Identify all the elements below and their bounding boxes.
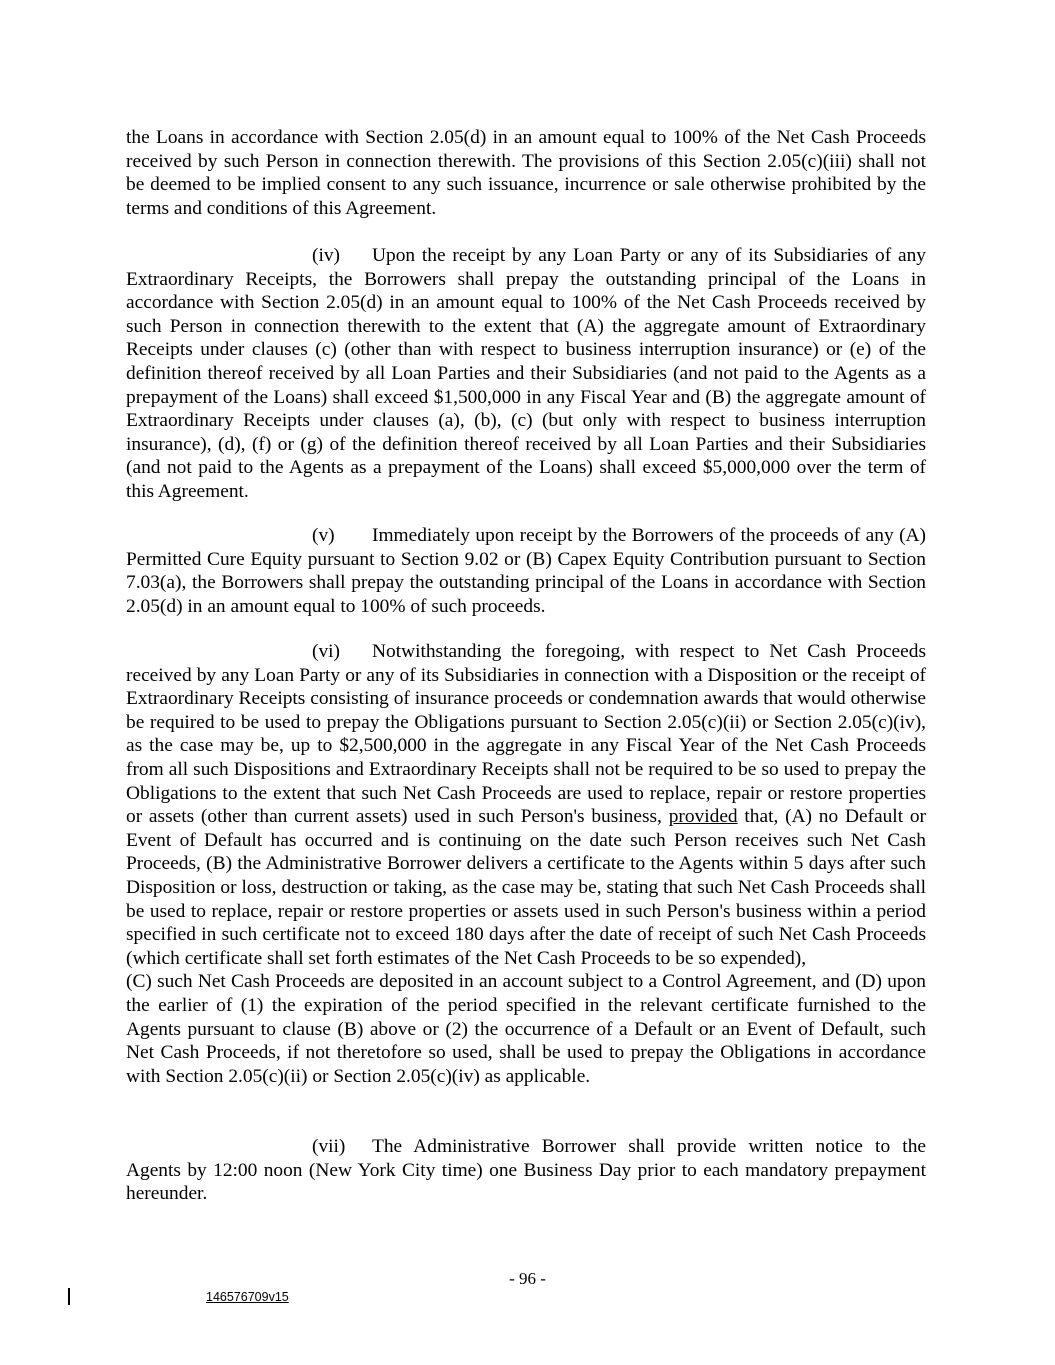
clause-text-continued: (C) such Net Cash Proceeds are deposited in an account subject to a Control Agreement, and (D) upon the earlier of (1) the expiration of the period specified in the relevant certificate furnished to the Agents pursuant to clause (B) above or (2) the occurrence of a Default or an Event of Default, such Net Cash Proceeds, if not theretofore so used, shall be used to prepay the Obligations in accordance with Section 2.05(c)(ii) or Section 2.05(c)(iv) as applicable.: [126, 971, 926, 1087]
clause-v: [126, 524, 926, 618]
clause-vii: [126, 1135, 926, 1206]
clause-number: (v): [312, 525, 335, 546]
page-number: - 96 -: [509, 1269, 546, 1288]
clause-text-after: that, (A) no Default or Event of Default has occurred and is continuing on the date such Person receives such Net Cash Proceeds, (B) the Administrative Borrower delivers a certificate to the Agents within 5 days after such Disposition or loss, destruction or taking, as the case may be, stating that such Net Cash Proceeds shall be used to replace, repair or restore properties or assets used in such Person's business within a period specified in such certificate not to exceed 180 days after the date of receipt of such Net Cash Proceeds (which certificate shall set forth estimates of the Net Cash Proceeds to be so expended),: [126, 806, 927, 969]
clause-text: Upon the receipt by any Loan Party or any of its Subsidiaries of any Extraordinary Receipts, the Borrowers shall prepay the outstanding principal of the Loans in accordance with Section 2.05(d) in an amount equal to 100% of the Net Cash Proceeds received by such Person in connection therewith to the extent that (A) the aggregate amount of Extraordinary Receipts under clauses (c) (other than with respect to business interruption insurance) or (e) of the definition thereof received by all Loan Parties and their Subsidiaries (and not paid to the Agents as a prepayment of the Loans) shall exceed $1,500,000 in any Fiscal Year and (B) the aggregate amount of Extraordinary Receipts under clauses (a), (b), (c) (but only with respect to business interruption insurance), (d), (f) or (g) of the definition thereof received by all Loan Parties and their Subsidiaries (and not paid to the Agents as a prepayment of the Loans) shall exceed $5,000,000 over the term of this Agreement.: [126, 245, 926, 502]
clause-number: (iv): [312, 245, 340, 266]
clause-iv: [126, 244, 926, 504]
change-bar: [68, 1288, 70, 1305]
clause-text-before: Notwithstanding the foregoing, with respect to Net Cash Proceeds received by any Loan Party or any of its Subsidiaries in connection with a Disposition or the receipt of Extraordinary Receipts consisting of insurance proceeds or condemnation awards that would otherwise be required to be used to prepay the Obligations pursuant to Section 2.05(c)(ii) or Section 2.05(c)(iv), as the case may be, up to $2,500,000 in the aggregate in any Fiscal Year of the Net Cash Proceeds from all such Dispositions and Extraordinary Receipts shall not be required to be so used to prepay the Obligations to the extent that such Net Cash Proceeds are used to replace, repair or restore properties or assets (other than current assets) used in such Person's business,: [126, 641, 926, 828]
clause-text: The Administrative Borrower shall provide written notice to the Agents by 12:00 noon (New York City time) one Business Day prior to each mandatory prepayment hereunder.: [126, 1136, 926, 1205]
paragraph-continuation: [126, 126, 926, 220]
document-id: 146576709v15: [206, 1290, 289, 1304]
clause-text: Immediately upon receipt by the Borrowers of the proceeds of any (A) Permitted Cure Equity pursuant to Section 9.02 or (B) Capex Equity Contribution pursuant to Section 7.03(a), the Borrowers shall prepay the outstanding principal of the Loans in accordance with Section 2.05(d) in an amount equal to 100% of such proceeds.: [126, 525, 926, 617]
provided-term: provided: [668, 806, 738, 828]
paragraph-text: the Loans in accordance with Section 2.05(d) in an amount equal to 100% of the Net Cash Proceeds received by such Person in connection therewith. The provisions of this Section 2.05(c)(iii) shall not be deemed to be implied consent to any such issuance, incurrence or sale otherwise prohibited by the terms and conditions of this Agreement.: [126, 127, 926, 219]
clause-number: (vii): [312, 1136, 346, 1157]
clause-vi: [126, 640, 926, 1088]
clause-number: (vi): [312, 641, 340, 662]
